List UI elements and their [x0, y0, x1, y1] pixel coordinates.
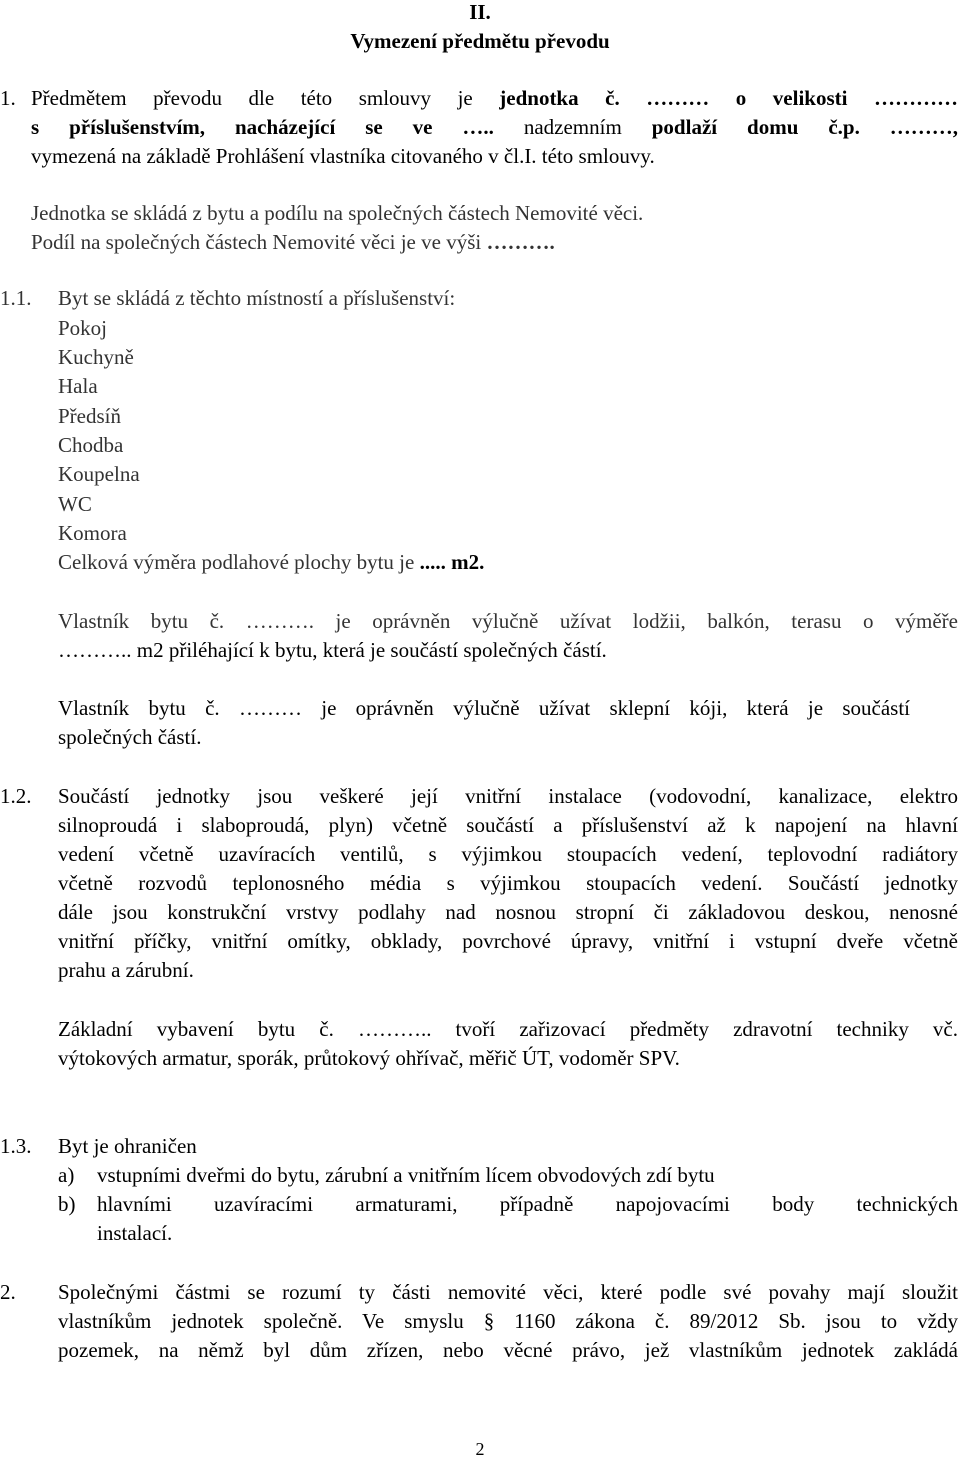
article-number: II.	[469, 0, 491, 24]
room-item: Předsíň	[58, 404, 121, 428]
room-item: Kuchyně	[58, 345, 134, 369]
paragraph-line: vedení včetně uzavíracích ventilů, s výjimkou stoupacích vedení, teplovodní radiátory	[58, 842, 958, 866]
room-item: Pokoj	[58, 316, 108, 340]
equipment-text-line-2: výtokových armatur, sporák, průtokový ohřívač, měřič ÚT, vodoměr SPV.	[58, 1046, 680, 1070]
subsection-1-1-title: Byt se skládá z těchto místností a příslušenství:	[58, 286, 456, 310]
paragraph-line: Součástí jednotky jsou veškeré její vnitřní instalace (vodovodní, kanalizace, elektro	[58, 784, 958, 808]
room-item: WC	[58, 492, 92, 516]
unit-composition-text: Jednotka se skládá z bytu a podílu na společných částech Nemovité věci.	[31, 201, 644, 225]
share-text: Podíl na společných částech Nemovité věci je ve výši ……….	[31, 230, 555, 254]
cellar-text-line-2: společných částí.	[58, 725, 202, 749]
list-label-b: b)	[58, 1192, 76, 1216]
subsection-1-3-number: 1.3.	[0, 1134, 32, 1158]
list-label-a: a)	[58, 1163, 75, 1187]
balcony-text-line-2: ……….. m2 přiléhající k bytu, která je součástí společných částí.	[58, 638, 607, 662]
list-item-b-line-2: instalací.	[97, 1221, 173, 1245]
section-1-number: 1.	[0, 86, 16, 110]
equipment-text-line-1: Základní vybavení bytu č. ……….. tvoří zařizovací předměty zdravotní techniky vč.	[58, 1017, 958, 1041]
section-1-line-2: s příslušenstvím, nacházející se ve ….. nadzemním podlaží domu č.p. ………,	[31, 115, 959, 139]
list-item-a: vstupními dveřmi do bytu, zárubní a vnitřním lícem obvodových zdí bytu	[97, 1163, 715, 1187]
section-2-line: vlastníkům jednotek společně. Ve smyslu § 1160 zákona č. 89/2012 Sb. jsou to vždy	[58, 1309, 958, 1333]
section-2-line: pozemek, na němž byl dům zřízen, nebo věcné právo, jež vlastníkům jednotek zakládá	[58, 1338, 958, 1362]
section-1-line-1: Předmětem převodu dle této smlouvy je jednotka č. ……… o velikosti …………	[31, 86, 958, 110]
paragraph-line-last: prahu a zárubní.	[58, 958, 194, 982]
section-1-line-3: vymezená na základě Prohlášení vlastníka citovaného v čl.I. této smlouvy.	[31, 144, 655, 168]
room-item: Koupelna	[58, 462, 140, 486]
balcony-text-line-1: Vlastník bytu č. ………. je oprávněn výlučně užívat lodžii, balkón, terasu o výměře	[58, 609, 958, 633]
paragraph-line: vnitřní příčky, vnitřní omítky, obklady, povrchové úpravy, vnitřní i vstupní dveře včetně	[58, 929, 958, 953]
floor-area-text: Celková výměra podlahové plochy bytu je ..... m2.	[58, 550, 485, 574]
article-title: Vymezení předmětu převodu	[350, 29, 610, 53]
subsection-1-2-number: 1.2.	[0, 784, 32, 808]
paragraph-line: včetně rozvodů teplonosného média s výjimkou stoupacích vedení. Součástí jednotky	[58, 871, 958, 895]
paragraph-line: silnoproudá i slaboproudá, plyn) včetně součástí a příslušenství až k napojení na hlavní	[58, 813, 958, 837]
paragraph-line: dále jsou konstrukční vrstvy podlahy nad nosnou stropní či základovou deskou, nenosné	[58, 900, 958, 924]
room-item: Chodba	[58, 433, 124, 457]
page-number: 2	[475, 1439, 485, 1459]
subsection-1-1-number: 1.1.	[0, 286, 32, 310]
subsection-1-3-title: Byt je ohraničen	[58, 1134, 197, 1158]
list-item-b-line-1: hlavními uzavíracími armaturami, případně napojovacími body technických	[97, 1192, 958, 1216]
room-item: Hala	[58, 374, 98, 398]
room-item: Komora	[58, 521, 127, 545]
section-2-line: Společnými částmi se rozumí ty části nemovité věci, které podle své povahy mají sloužit	[58, 1280, 958, 1304]
section-2-number: 2.	[0, 1280, 16, 1304]
cellar-text-line-1: Vlastník bytu č. ……… je oprávněn výlučně užívat sklepní kóji, která je součástí	[58, 696, 910, 720]
